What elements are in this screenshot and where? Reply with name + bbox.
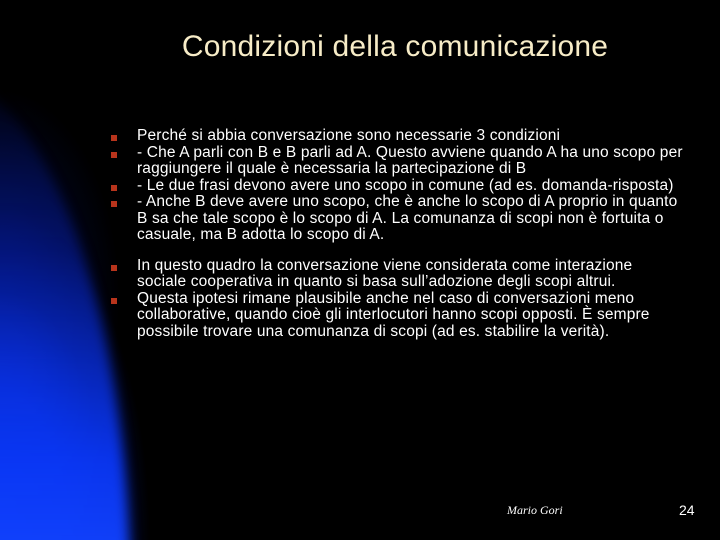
- footer-author: Mario Gori: [507, 503, 563, 517]
- square-bullet-icon: [111, 298, 117, 304]
- bullet-list: [111, 128, 683, 340]
- list-item: [111, 291, 683, 341]
- square-bullet-icon: [111, 265, 117, 271]
- bullet-text: Perché si abbia conversazione sono necessarie 3 condizioni: [137, 127, 561, 144]
- bullet-text: Questa ipotesi rimane plausibile anche nel caso di conversazioni meno collaborative, quando cioè gli interlocutori hanno scopi opposti. È sempre possibile trovare una comunanza di scopi (ad es. stabilire la verità).: [137, 289, 650, 340]
- list-item: [111, 145, 683, 178]
- bullet-text: - Che A parli con B e B parli ad A. Questo avviene quando A ha uno scopo per raggiungere il quale è necessaria la partecipazione di B: [137, 143, 683, 177]
- square-bullet-icon: [111, 185, 117, 191]
- list-item: [111, 128, 683, 145]
- bullet-text: - Le due frasi devono avere uno scopo in comune (ad es. domanda-risposta): [137, 176, 674, 194]
- list-item: [111, 178, 683, 195]
- list-item: [111, 258, 683, 291]
- list-item: [111, 194, 683, 244]
- square-bullet-icon: [111, 135, 117, 141]
- bullet-text: - Anche B deve avere uno scopo, che è anche lo scopo di A proprio in quanto B sa che tale scopo è lo scopo di A. La comunanza di scopi non è fortuita o casuale, ma B adotta lo scopo di A.: [137, 193, 678, 243]
- slide-title: Condizioni della comunicazione: [181, 30, 609, 63]
- square-bullet-icon: [111, 201, 117, 207]
- bullet-text: In questo quadro la conversazione viene considerata come interazione sociale cooperativa in quanto si basa sull’adozione degli scopi altrui.: [137, 256, 633, 290]
- square-bullet-icon: [111, 152, 117, 158]
- page-number: 24: [679, 502, 695, 518]
